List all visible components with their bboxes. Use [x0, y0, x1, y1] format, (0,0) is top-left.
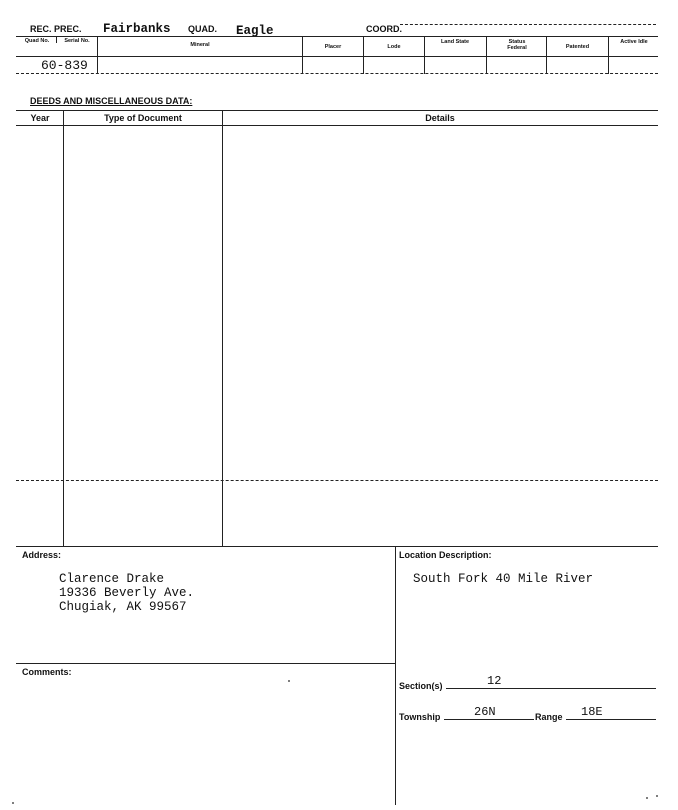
rec-prec-value: Fairbanks: [103, 22, 171, 36]
address-street: 19336 Beverly Ave.: [59, 586, 195, 600]
location-label: Location Description:: [399, 550, 492, 560]
col-patented: Patented: [565, 44, 590, 50]
col-active-idle: Active Idle: [620, 39, 648, 45]
col-div-4: [363, 37, 364, 74]
quad-serial-value: 60-839: [41, 58, 88, 73]
coord-dash-line: [400, 24, 656, 25]
deeds-line-bottom: [16, 546, 658, 547]
col-div-3: [302, 37, 303, 74]
col-div-8: [608, 37, 609, 74]
lower-center-divider: [395, 547, 396, 805]
township-value: 26N: [474, 705, 496, 719]
scan-speck-2: [12, 802, 14, 804]
address-block: [59, 572, 194, 614]
col-type-header: Type of Document: [104, 113, 182, 123]
scan-speck-3: [646, 797, 648, 799]
scan-speck-4: [656, 795, 658, 797]
col-div-6: [486, 37, 487, 74]
location-value: South Fork 40 Mile River: [413, 572, 594, 586]
deeds-dashed-divider: [16, 480, 658, 481]
col-quad-no: Quad No.: [24, 38, 50, 44]
section-underline: [446, 688, 656, 689]
township-underline: [444, 719, 534, 720]
col-div-1: [56, 37, 57, 43]
col-div-5: [424, 37, 425, 74]
deeds-heading: DEEDS AND MISCELLANEOUS DATA:: [30, 96, 193, 106]
col-details-header: Details: [425, 113, 455, 123]
deeds-line-top: [16, 110, 658, 111]
header-line-mid: [16, 56, 658, 57]
section-value: 12: [487, 674, 502, 688]
col-lode: Lode: [387, 44, 401, 50]
deeds-line-header: [16, 125, 658, 126]
comments-label: Comments:: [22, 667, 72, 677]
address-label: Address:: [22, 550, 62, 560]
col-placer: Placer: [324, 44, 342, 50]
col-serial-no: Serial No.: [64, 38, 90, 44]
col-status-federal: Status Federal: [507, 39, 527, 51]
col-year-header: Year: [30, 113, 50, 123]
header-line-top: [16, 36, 658, 37]
rec-prec-label: REC. PREC.: [30, 24, 82, 34]
col-land-state: Land State: [440, 39, 470, 45]
col-mineral: Mineral: [190, 42, 210, 48]
scan-speck: [288, 680, 290, 682]
address-city: Chugiak, AK 99567: [59, 600, 187, 614]
range-value: 18E: [581, 705, 603, 719]
range-label: Range: [535, 712, 563, 722]
col-div-7: [546, 37, 547, 74]
coord-label: COORD.: [366, 24, 402, 34]
quad-label: QUAD.: [188, 24, 217, 34]
township-label: Township: [399, 712, 441, 722]
address-name: Clarence Drake: [59, 572, 165, 586]
quad-value: Eagle: [236, 24, 274, 38]
address-comments-divider: [16, 663, 395, 664]
section-label: Section(s): [399, 681, 443, 691]
header-line-bottom: [16, 73, 658, 74]
range-underline: [566, 719, 656, 720]
